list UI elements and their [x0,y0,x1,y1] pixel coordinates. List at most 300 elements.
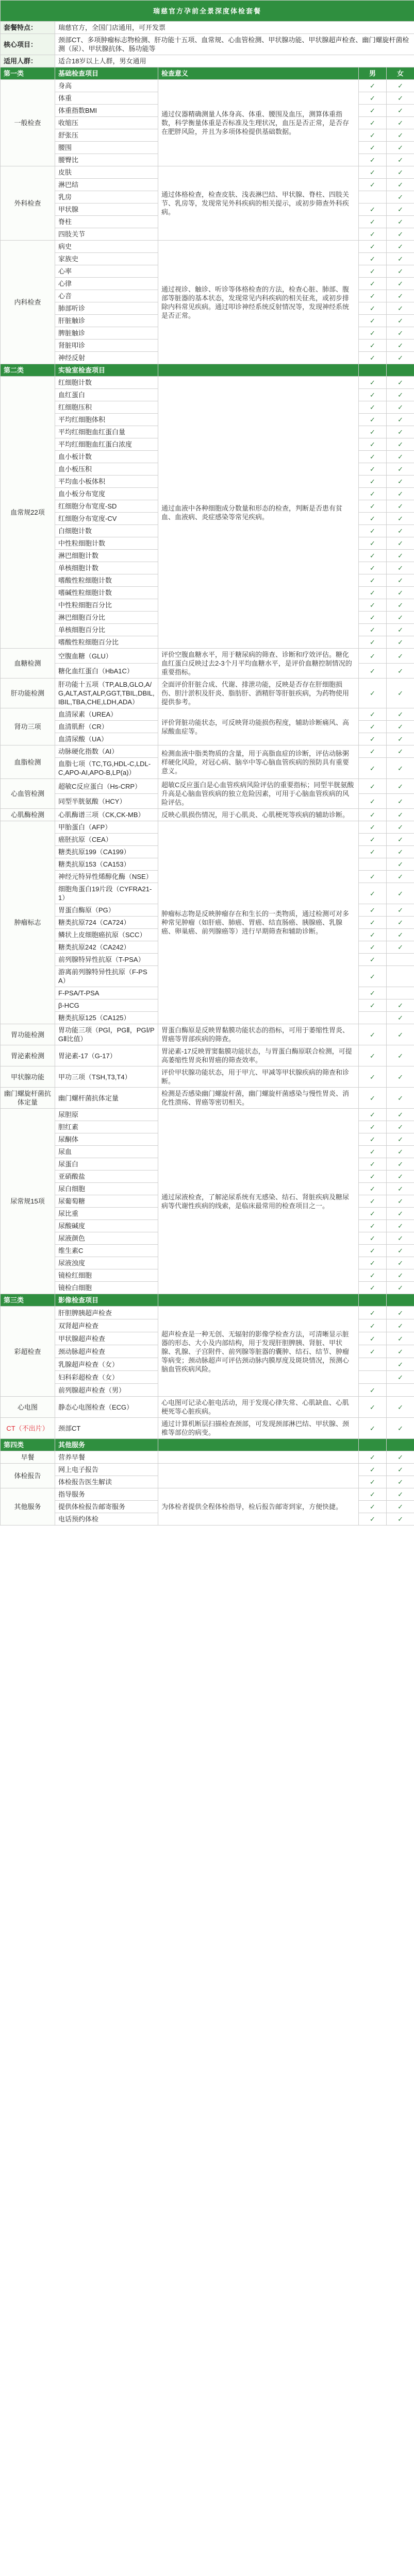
item-name: 尿酸碱度 [55,1220,158,1232]
male-check-mark [359,858,387,871]
meta-value-audience: 适合18岁以上人群，男女通用 [55,55,414,67]
female-check-mark: ✓ [387,463,414,476]
section-header-row [1,67,414,80]
female-check-mark: ✓ [387,999,414,1012]
female-check-mark: ✓ [387,290,414,302]
meaning-cell: 超声检查是一种无创、无辐射的影像学检查方法，可清晰显示脏器的形态、大小及内部结构，用于发现肝胆脾胰、肾脏、甲状腺、乳腺、子宫附件、前列腺等脏器的囊肿、结石、结节、肿瘤等病变；颈动脉超声可评估颈动脉内膜厚度及斑块情况，预测心脑血管疾病风险。 [158,1307,359,1397]
section-name: 影像检查项目 [55,1294,158,1307]
category-cell: 外科检查 [1,166,55,241]
male-check-mark: ✓ [359,105,387,117]
item-name: 胃功能三项（PGⅠ，PGⅡ，PGⅠ/PGⅡ比值） [55,1024,158,1045]
table-row [1,1024,414,1045]
male-check-mark: ✓ [359,883,387,904]
item-name: 糖类抗原242（CA242） [55,941,158,954]
male-check-mark: ✓ [359,929,387,941]
female-check-mark: ✓ [387,389,414,401]
female-check-mark: ✓ [387,1397,414,1418]
female-check-mark: ✓ [387,1024,414,1045]
meaning-cell: 评价甲状腺功能状态，用于甲亢、甲减等甲状腺疾病的筛查和诊断。 [158,1066,359,1088]
item-name: 维生素C [55,1245,158,1257]
female-check-mark [387,966,414,987]
female-check-mark: ✓ [387,1133,414,1146]
male-check-mark: ✓ [359,1418,387,1439]
female-check-mark: ✓ [387,550,414,562]
female-check-mark: ✓ [387,574,414,587]
item-name: 平均红细胞血红蛋白量 [55,426,158,438]
male-check-mark: ✓ [359,1088,387,1109]
male-check-mark: ✓ [359,1245,387,1257]
female-check-mark: ✓ [387,1345,414,1358]
item-name: 糖化血红蛋白（HbA1C） [55,664,158,679]
male-check-mark: ✓ [359,821,387,834]
male-check-mark: ✓ [359,117,387,129]
category-cell: 甲状腺功能 [1,1066,55,1088]
female-column-header [387,364,414,377]
female-check-mark: ✓ [387,883,414,904]
male-check-mark: ✓ [359,758,387,779]
female-check-mark: ✓ [387,1045,414,1066]
male-check-mark: ✓ [359,966,387,987]
female-check-mark: ✓ [387,1282,414,1294]
item-name: 嗜酸性粒细胞百分比 [55,636,158,649]
female-check-mark: ✓ [387,1171,414,1183]
male-check-mark: ✓ [359,1451,387,1464]
female-check-mark: ✓ [387,1358,414,1371]
male-check-mark: ✓ [359,794,387,809]
male-check-mark: ✓ [359,904,387,917]
category-cell: 血脂检测 [1,745,55,779]
item-name: 舒张压 [55,129,158,142]
female-check-mark: ✓ [387,821,414,834]
item-name: 空腹血糖（GLU） [55,649,158,664]
female-check-mark: ✓ [387,117,414,129]
female-column-header [387,1439,414,1451]
item-name: 尿酮体 [55,1133,158,1146]
category-cell: 肝功能检测 [1,679,55,708]
item-name: 心律 [55,278,158,290]
meaning-cell: 反映心肌损伤情况，用于心肌炎、心肌梗死等疾病的辅助诊断。 [158,809,359,821]
item-name: 尿蛋白 [55,1158,158,1171]
category-cell: 血糖检测 [1,649,55,679]
female-check-mark: ✓ [387,562,414,574]
male-check-mark: ✓ [359,574,387,587]
item-name: 糖类抗原125（CA125） [55,1012,158,1024]
female-check-mark: ✓ [387,733,414,745]
female-check-mark: ✓ [387,204,414,216]
item-name: 血清尿素（UREA） [55,708,158,721]
male-check-mark: ✓ [359,129,387,142]
male-check-mark: ✓ [359,1133,387,1146]
female-check-mark: ✓ [387,525,414,537]
female-check-mark [387,954,414,966]
female-check-mark: ✓ [387,745,414,758]
category-cell: 胃泌素检测 [1,1045,55,1066]
meaning-cell: 评价肾脏功能状态，可反映肾功能损伤程度，辅助诊断痛风、高尿酸血症等。 [158,708,359,745]
item-name: 体检报告医生解读 [55,1476,158,1488]
table-row [1,708,414,721]
item-name: 静态心电图检查（ECG） [55,1397,158,1418]
item-name: 心肌酶谱三项（CK,CK-MB） [55,809,158,821]
male-check-mark: ✓ [359,401,387,414]
table-row [1,1488,414,1501]
female-check-mark: ✓ [387,779,414,794]
female-check-mark: ✓ [387,129,414,142]
table-row [1,1109,414,1121]
meaning-cell: 通过尿液检查，了解泌尿系统有无感染、结石、肾脏疾病及糖尿病等代谢性疾病的线索，是临床最常用的检查项目之一。 [158,1109,359,1294]
category-cell: 早餐 [1,1451,55,1464]
item-name: 四肢关节 [55,228,158,241]
male-check-mark: ✓ [359,1397,387,1418]
male-check-mark: ✓ [359,476,387,488]
category-cell: 体检报告 [1,1464,55,1488]
female-check-mark: ✓ [387,636,414,649]
female-check-mark: ✓ [387,1146,414,1158]
category-cell: 其他服务 [1,1488,55,1526]
item-name: 皮肤 [55,166,158,179]
item-name: 甲功三项（TSH,T3,T4） [55,1066,158,1088]
table-row [1,1088,414,1109]
item-name: 癌胚抗原（CEA） [55,834,158,846]
female-check-mark: ✓ [387,1332,414,1345]
item-name: 糖类抗原724（CA724） [55,917,158,929]
item-name: 前列腺特异性抗原（T-PSA） [55,954,158,966]
male-check-mark: ✓ [359,941,387,954]
item-name: 平均红细胞体积 [55,414,158,426]
item-name: 乳腺超声检查（女） [55,1358,158,1371]
female-check-mark: ✓ [387,500,414,513]
meta-key-core-items: 核心项目： [1,34,55,55]
meaning-cell: 心电图可记录心脏电活动，用于发现心律失常、心肌缺血、心肌梗死等心脏疾病。 [158,1397,359,1418]
male-check-mark: ✓ [359,166,387,179]
meaning-cell: 胃泌素-17反映胃窦黏膜功能状态，与胃蛋白酶原联合检测，可提高萎缩性胃炎和胃癌的筛查效率。 [158,1045,359,1066]
male-check-mark: ✓ [359,624,387,636]
item-name: 血小板压积 [55,463,158,476]
male-check-mark: ✓ [359,1476,387,1488]
female-column-header: 女 [387,67,414,80]
male-check-mark: ✓ [359,278,387,290]
section-name: 实验室检查项目 [55,364,158,377]
item-name: 血小板计数 [55,451,158,463]
item-name: F-PSA/T-PSA [55,987,158,999]
item-name: 淋巴结 [55,179,158,191]
female-check-mark: ✓ [387,451,414,463]
item-name: 鳞状上皮细胞癌抗原（SCC） [55,929,158,941]
male-check-mark: ✓ [359,1501,387,1513]
female-check-mark: ✓ [387,327,414,340]
female-check-mark: ✓ [387,278,414,290]
female-check-mark: ✓ [387,488,414,500]
male-check-mark: ✓ [359,253,387,265]
female-check-mark: ✓ [387,216,414,228]
male-check-mark: ✓ [359,745,387,758]
female-check-mark: ✓ [387,929,414,941]
item-name: 脊柱 [55,216,158,228]
male-check-mark: ✓ [359,846,387,858]
female-check-mark: ✓ [387,708,414,721]
male-check-mark: ✓ [359,537,387,550]
male-check-mark: ✓ [359,438,387,451]
female-check-mark: ✓ [387,340,414,352]
item-name: 同型半胱氨酸（HCY） [55,794,158,809]
female-check-mark: ✓ [387,1319,414,1332]
item-name: 细胞角蛋白19片段（CYFRA21-1） [55,883,158,904]
female-check-mark: ✓ [387,1158,414,1171]
female-check-mark: ✓ [387,1464,414,1476]
male-check-mark: ✓ [359,1488,387,1501]
male-check-mark: ✓ [359,241,387,253]
female-check-mark: ✓ [387,624,414,636]
female-check-mark: ✓ [387,142,414,154]
male-check-mark: ✓ [359,834,387,846]
female-check-mark: ✓ [387,80,414,92]
male-check-mark: ✓ [359,414,387,426]
item-name: 血小板分布宽度 [55,488,158,500]
item-name: 提供体检报告邮寄服务 [55,1501,158,1513]
table-row [1,1397,414,1418]
item-name: 脾脏触诊 [55,327,158,340]
male-check-mark: ✓ [359,1146,387,1158]
female-check-mark: ✓ [387,834,414,846]
female-check-mark: ✓ [387,1476,414,1488]
male-check-mark: ✓ [359,1121,387,1133]
item-name: 红细胞压积 [55,401,158,414]
female-check-mark: ✓ [387,917,414,929]
male-check-mark: ✓ [359,1195,387,1208]
item-name: 肝脏触诊 [55,315,158,327]
female-check-mark: ✓ [387,265,414,278]
table-row [1,1066,414,1088]
male-check-mark: ✓ [359,426,387,438]
male-check-mark: ✓ [359,525,387,537]
item-name: 单核细胞百分比 [55,624,158,636]
item-name: 幽门螺杆菌抗体定量 [55,1088,158,1109]
category-cell: 彩超检查 [1,1307,55,1397]
table-row [1,649,414,664]
female-check-mark: ✓ [387,166,414,179]
item-name: 身高 [55,80,158,92]
male-check-mark [359,1012,387,1024]
male-check-mark: ✓ [359,649,387,664]
item-name: 嗜酸性粒细胞计数 [55,574,158,587]
meaning-column-header [158,1439,359,1451]
female-check-mark: ✓ [387,241,414,253]
item-name: 血红蛋白 [55,389,158,401]
meaning-cell [158,1464,359,1488]
male-check-mark: ✓ [359,599,387,612]
male-check-mark: ✓ [359,1066,387,1088]
document-title: 瑞慈官方孕前全景深度体检套餐 [1,1,414,22]
item-name: 平均红细胞血红蛋白浓度 [55,438,158,451]
item-name: 尿胆原 [55,1109,158,1121]
male-check-mark: ✓ [359,513,387,525]
male-check-mark: ✓ [359,290,387,302]
male-check-mark: ✓ [359,562,387,574]
male-check-mark: ✓ [359,679,387,708]
male-check-mark: ✓ [359,999,387,1012]
item-name: 尿液颜色 [55,1232,158,1245]
item-name: 中性粒细胞百分比 [55,599,158,612]
male-check-mark: ✓ [359,80,387,92]
category-cell: 胃功能检测 [1,1024,55,1045]
item-name: 腰臀比 [55,154,158,166]
male-check-mark: ✓ [359,352,387,364]
category-cell: 一般检查 [1,80,55,166]
section-header-row [1,364,414,377]
male-check-mark: ✓ [359,92,387,105]
female-check-mark: ✓ [387,1208,414,1220]
item-name: 亚硝酸盐 [55,1171,158,1183]
female-check-mark: ✓ [387,1121,414,1133]
female-check-mark: ✓ [387,191,414,204]
meaning-cell: 评价空腹血糖水平，用于糖尿病的筛查、诊断和疗效评估。糖化血红蛋白反映过去2-3个月平均血糖水平，是评价血糖控制情况的重要指标。 [158,649,359,679]
male-check-mark: ✓ [359,1158,387,1171]
item-name: 白细胞计数 [55,525,158,537]
item-name: 动脉硬化指数（AI） [55,745,158,758]
item-name: 病史 [55,241,158,253]
item-name: 收缩压 [55,117,158,129]
meaning-cell: 为体检者提供全程体检指导，检后报告邮寄到家，方便快捷。 [158,1488,359,1526]
female-check-mark: ✓ [387,253,414,265]
item-name: 乳房 [55,191,158,204]
table-row [1,679,414,708]
item-name: 腰围 [55,142,158,154]
female-column-header [387,1294,414,1307]
item-name: 指导服务 [55,1488,158,1501]
male-check-mark: ✓ [359,733,387,745]
male-check-mark: ✓ [359,377,387,389]
table-row [1,241,414,253]
meta-key-audience: 适用人群： [1,55,55,67]
table-row [1,809,414,821]
item-name: 红细胞计数 [55,377,158,389]
item-name: 家族史 [55,253,158,265]
male-check-mark: ✓ [359,1024,387,1045]
female-check-mark: ✓ [387,1220,414,1232]
male-check-mark: ✓ [359,1257,387,1269]
category-cell: 心肌酶检测 [1,809,55,821]
item-name: 中性粒细胞计数 [55,537,158,550]
male-column-header: 男 [359,67,387,80]
male-check-mark: ✓ [359,809,387,821]
meaning-cell: 通过仪器精确测量人体身高、体重、腰围及血压，测算体重指数，科学衡量体重是否标准及生理状况，血压是否正常，是否存在肥胖风险，并且为多项体检提供基础数据。 [158,80,359,166]
item-name: 肺部听诊 [55,302,158,315]
item-name: 电话预约体检 [55,1513,158,1526]
male-check-mark: ✓ [359,315,387,327]
male-check-mark: ✓ [359,1319,387,1332]
category-cell: 肾功三项 [1,708,55,745]
item-name: 单核细胞计数 [55,562,158,574]
category-cell: 尿常规15项 [1,1109,55,1294]
table-row [1,80,414,92]
female-check-mark: ✓ [387,1513,414,1526]
item-name: 红细胞分布宽度-SD [55,500,158,513]
male-check-mark: ✓ [359,1183,387,1195]
item-name: 双肾超声检查 [55,1319,158,1332]
female-check-mark: ✓ [387,904,414,917]
meaning-cell: 检测是否感染幽门螺旋杆菌，幽门螺旋杆菌感染与慢性胃炎、消化性溃疡、胃癌等密切相关。 [158,1088,359,1109]
male-check-mark: ✓ [359,1513,387,1526]
male-check-mark: ✓ [359,142,387,154]
item-name: 颈动脉超声检查 [55,1345,158,1358]
table-row [1,1464,414,1476]
male-check-mark: ✓ [359,179,387,191]
item-name: 镜检白细胞 [55,1282,158,1294]
item-name: 甲状腺超声检查 [55,1332,158,1345]
category-cell: 肿瘤标志 [1,821,55,1024]
female-check-mark: ✓ [387,1183,414,1195]
female-check-mark: ✓ [387,1371,414,1384]
meta-key-features: 套餐特点： [1,22,55,34]
meaning-cell: 通过血液中各种细胞成分数量和形态的检查，判断是否患有贫血、血液病、炎症感染等常见疾病。 [158,377,359,649]
category-cell: CT（不出片） [1,1418,55,1439]
section-name: 基础检查项目 [55,67,158,80]
table-row [1,779,414,794]
item-name: β-HCG [55,999,158,1012]
item-name: 前列腺超声检查（男） [55,1384,158,1397]
male-column-header [359,1294,387,1307]
male-check-mark: ✓ [359,327,387,340]
item-name: 神经反射 [55,352,158,364]
female-check-mark: ✓ [387,377,414,389]
female-check-mark [387,987,414,999]
female-check-mark: ✓ [387,794,414,809]
male-check-mark: ✓ [359,612,387,624]
item-name: 胃泌素-17（G-17） [55,1045,158,1066]
male-check-mark: ✓ [359,340,387,352]
item-name: 红细胞分布宽度-CV [55,513,158,525]
male-check-mark: ✓ [359,1332,387,1345]
meta-value-features: 瑞慈官方，全国门店通用，可开发票 [55,22,414,34]
male-check-mark: ✓ [359,1464,387,1476]
item-name: 甲状腺 [55,204,158,216]
female-check-mark: ✓ [387,302,414,315]
male-check-mark [359,1371,387,1384]
item-name: 心率 [55,265,158,278]
male-check-mark: ✓ [359,871,387,883]
table-row [1,1045,414,1066]
male-check-mark: ✓ [359,154,387,166]
item-name: 尿葡萄糖 [55,1195,158,1208]
item-name: 心音 [55,290,158,302]
male-check-mark: ✓ [359,708,387,721]
section-header-row [1,1294,414,1307]
meaning-column-header [158,364,359,377]
male-check-mark: ✓ [359,463,387,476]
female-check-mark: ✓ [387,352,414,364]
table-row [1,745,414,758]
male-check-mark: ✓ [359,1220,387,1232]
male-check-mark: ✓ [359,451,387,463]
meaning-cell: 胃蛋白酶原是反映胃黏膜功能状态的指标，可用于萎缩性胃炎、胃癌等胃部疾病的筛查。 [158,1024,359,1045]
female-check-mark: ✓ [387,476,414,488]
item-name: 血清肌酐（CR） [55,721,158,733]
male-check-mark: ✓ [359,216,387,228]
category-cell: 心电图 [1,1397,55,1418]
male-check-mark: ✓ [359,721,387,733]
item-name: 肾脏叩诊 [55,340,158,352]
male-check-mark: ✓ [359,204,387,216]
male-check-mark: ✓ [359,1282,387,1294]
category-cell: 内科检查 [1,241,55,364]
male-column-header [359,1439,387,1451]
item-name: 血脂七项（TC,TG,HDL-C,LDL-C,APO-AI,APO-B,LP(a)） [55,758,158,779]
item-name: 体重指数BMI [55,105,158,117]
female-check-mark: ✓ [387,649,414,664]
item-name: 嗜碱性粒细胞计数 [55,587,158,599]
female-check-mark: ✓ [387,1232,414,1245]
section-code: 第二类 [1,364,55,377]
female-check-mark: ✓ [387,1195,414,1208]
